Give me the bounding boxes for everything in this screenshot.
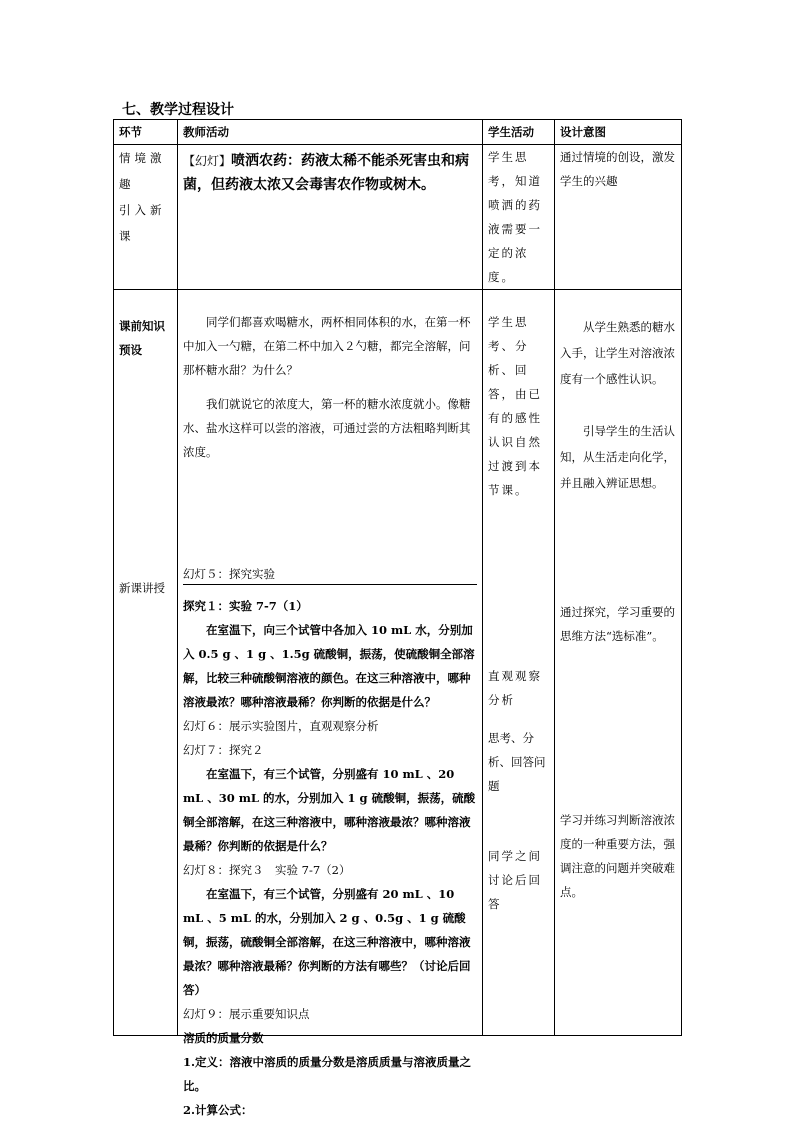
- knowledge-point-definition: 1.定义：溶液中溶质的质量分数是溶质质量与溶液质量之比。: [183, 1055, 472, 1093]
- design-intent-4: 学习并练习判断溶液浓度的一种重要方法，强调注意的问题并突破难点。: [560, 813, 675, 899]
- student-activity-1: 学生思考、分析、回答，由已有的感性认识自然过渡到本节课。: [488, 315, 542, 497]
- explore-2-body: 在室温下，有三个试管，分别盛有 10 mL 、20 mL 、30 mL 的水，分别加入 1 g 硫酸铜，振荡，硫酸铜全部溶解，在这三种溶液中，哪种溶液最浓？哪种溶液最稀？你判断的依据是什么？: [183, 767, 476, 853]
- lesson-process-table: [113, 119, 682, 1117]
- design-intent-3: 通过探究，学习重要的思维方法“选标准”。: [560, 605, 675, 643]
- header-stage: 环节: [114, 120, 178, 145]
- teacher-cell-intro: [178, 145, 483, 290]
- design-intent-1: 从学生熟悉的糖水入手，让学生对溶液浓度有一个感性认识。: [560, 320, 675, 386]
- design-intro-text: 通过情境的创设，激发学生的兴趣: [560, 150, 675, 188]
- student-activity-2: 直观观察分析: [488, 669, 542, 707]
- stage-text-line: 情境激: [119, 151, 166, 165]
- knowledge-point-formula: 2.计算公式：: [183, 1103, 253, 1117]
- student-activity-3: 思考、分析、回答问题: [488, 731, 546, 793]
- design-cell-main: [555, 290, 682, 1036]
- slide-9-label: 幻灯９：展示重要知识点: [183, 1007, 310, 1021]
- table-row: [114, 290, 682, 1036]
- header-student-activity: 学生活动: [483, 120, 555, 145]
- header-design-intent: 设计意图: [555, 120, 682, 145]
- teacher-paragraph: 同学们都喜欢喝糖水，两杯相同体积的水，在第一杯中加入一勺糖，在第二杯中加入２勺糖，都完全溶解，问那杯糖水甜？为什么？: [183, 315, 471, 377]
- stage-text-line: 引入新: [119, 203, 166, 217]
- knowledge-point-title: 溶质的质量分数: [183, 1031, 264, 1045]
- stage-text-line: 预设: [119, 343, 142, 357]
- design-cell-intro: [555, 145, 682, 290]
- table-row: [114, 145, 682, 290]
- slide-bracket-label: 【幻灯】: [183, 154, 232, 168]
- stage-cell-intro: [114, 145, 178, 290]
- stage-text-line: 课: [119, 229, 135, 243]
- section-divider: [183, 584, 477, 585]
- slide-7-label: 幻灯７：探究２: [183, 743, 264, 757]
- teacher-paragraph: 我们就说它的浓度大，第一杯的糖水浓度就小。像糖水、盐水这样可以尝的溶液，可通过尝的方法粗略判断其浓度。: [183, 397, 471, 459]
- header-teacher-activity: 教师活动: [178, 120, 483, 145]
- stage-preset: [119, 314, 172, 362]
- slide-8-label: 幻灯８：探究３ 实验 7-7（2）: [183, 863, 351, 877]
- stage-cell-main: [114, 290, 178, 1036]
- design-intent-2: 引导学生的生活认知，从生活走向化学，并且融入辨证思想。: [560, 424, 675, 490]
- slide-intro-text: [183, 149, 477, 197]
- teacher-cell-main: [178, 290, 483, 1117]
- student-intro-text: 学生思考，知道喷洒的药液需要一定的浓度。: [488, 150, 542, 284]
- stage-text-line: 课前知识: [119, 319, 165, 333]
- section-title: 七、教学过程设计: [122, 102, 234, 118]
- stage-text-line: 趣: [119, 177, 135, 191]
- slide-6-label: 幻灯６：展示实验图片，直观观察分析: [183, 719, 379, 733]
- student-cell-main: [483, 290, 555, 1036]
- explore-1-title: 探究１：实验 7-7（1）: [183, 599, 308, 613]
- student-cell-intro: [483, 145, 555, 290]
- explore-3-body: 在室温下，有三个试管，分别盛有 20 mL 、10 mL 、5 mL 的水，分别加入 2 g 、0.5g 、1 g 硫酸铜，振荡，硫酸铜全部溶解，在这三种溶液中，哪种溶液最浓？哪种溶液最稀？你判断的方法有哪些？（讨论后回答）: [183, 887, 471, 997]
- explore-1-body: 在室温下，向三个试管中各加入 10 mL 水，分别加入 0.5 g 、1 g 、1.5g 硫酸铜，振荡，使硫酸铜全部溶解，比较三种硫酸铜溶液的颜色。在这三种溶液中，哪种溶液最浓？哪种溶液最稀？你判断的依据是什么？: [183, 623, 475, 709]
- table-header-row: [114, 120, 682, 145]
- student-activity-4: 同学之间讨论后回答: [488, 849, 542, 911]
- stage-new-lesson: 新课讲授: [119, 581, 165, 595]
- slide-5-label: 幻灯５：探究实验: [183, 567, 275, 581]
- intro-body: 喷洒农药：药液太稀不能杀死害虫和病菌，但药液太浓又会毒害农作物或树木。: [183, 153, 470, 193]
